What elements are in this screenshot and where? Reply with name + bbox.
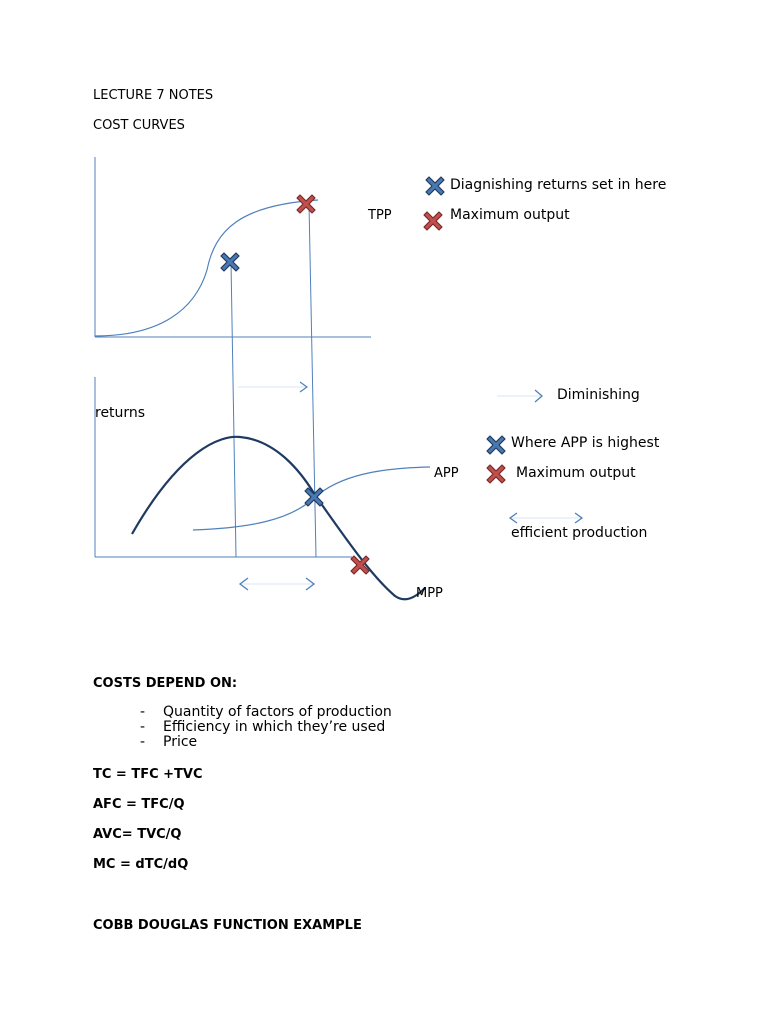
footer-heading: COBB DOUGLAS FUNCTION EXAMPLE: [93, 918, 362, 933]
formula-mc: MC = dTC/dQ: [93, 857, 189, 872]
guide-line-left: [231, 262, 236, 557]
app-highest-marker-icon: [305, 488, 323, 506]
legend-maximum-output-label: Maximum output: [450, 207, 570, 223]
legend-blue-x-icon: [426, 177, 444, 195]
maximum-output-marker-icon: [297, 195, 315, 213]
formula-tc: TC = TFC +TVC: [93, 767, 203, 782]
legend-diminishing-returns-label: Diagnishing returns set in here: [450, 177, 667, 193]
legend-red-x-icon-2: [487, 465, 505, 483]
section-title: COST CURVES: [93, 118, 185, 133]
legend-red-x-icon: [424, 212, 442, 230]
costs-heading: COSTS DEPEND ON:: [93, 676, 238, 691]
legend-maximum-output-label-2: Maximum output: [516, 465, 636, 481]
costs-list: [140, 705, 392, 750]
formula-afc: AFC = TFC/Q: [93, 797, 185, 812]
page-title: LECTURE 7 NOTES: [93, 88, 214, 103]
legend-diminishing-label: Diminishing: [557, 387, 640, 403]
list-item: - Price: [140, 735, 392, 750]
legend-blue-x-icon-2: [487, 436, 505, 454]
diminishing-returns-marker-icon: [221, 253, 239, 271]
formula-avc: AVC= TVC/Q: [93, 827, 182, 842]
list-item: - Quantity of factors of production: [140, 705, 392, 720]
mpp-label: MPP: [416, 586, 443, 601]
app-label: APP: [434, 466, 459, 481]
legend-efficient-production-label: efficient production: [511, 525, 648, 541]
tpp-label: TPP: [368, 208, 392, 223]
tpp-curve: [95, 200, 318, 336]
returns-label: returns: [95, 405, 146, 421]
list-item: - Efficiency in which they’re used: [140, 720, 392, 735]
legend-app-highest-label: Where APP is highest: [511, 435, 660, 451]
